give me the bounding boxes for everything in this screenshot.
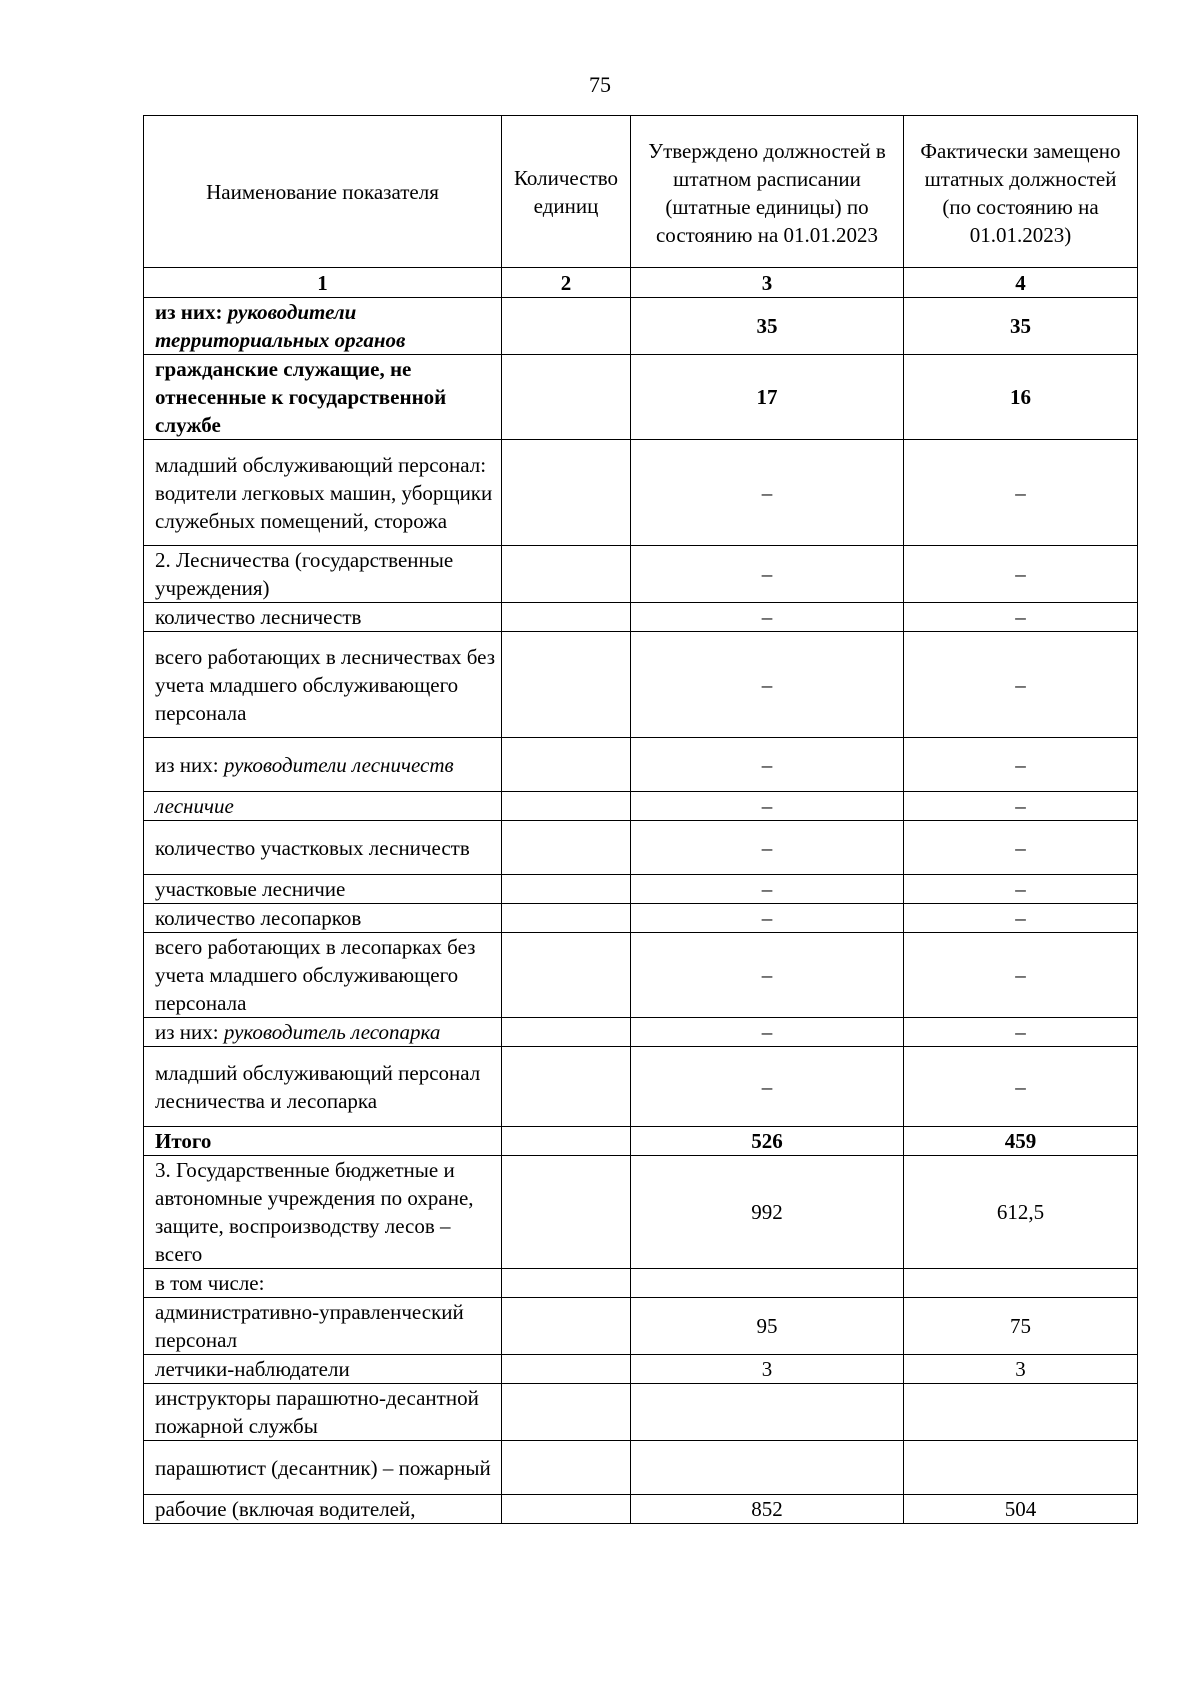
indicator-name-cell bbox=[144, 298, 502, 355]
actual-positions-cell: – bbox=[904, 738, 1138, 792]
table-row bbox=[144, 1355, 1138, 1384]
units-count-cell bbox=[502, 821, 631, 875]
header-actual-positions: Фактически замещено штатных должностей (по состоянию на 01.01.2023) bbox=[904, 116, 1138, 268]
indicator-label: в том числе: bbox=[155, 1271, 265, 1295]
actual-positions-cell: 459 bbox=[904, 1127, 1138, 1156]
indicator-name-cell bbox=[144, 1127, 502, 1156]
table-row bbox=[144, 440, 1138, 546]
indicator-label: парашютист (десантник) – пожарный bbox=[155, 1455, 491, 1480]
indicator-label-italic: лесничие bbox=[155, 794, 234, 818]
column-number: 2 bbox=[502, 268, 631, 298]
indicator-label: младший обслуживающий персонал: водители легковых машин, уборщики служебных помещений, сторожа bbox=[155, 452, 493, 533]
column-number: 4 bbox=[904, 268, 1138, 298]
units-count-cell bbox=[502, 904, 631, 933]
actual-positions-cell bbox=[904, 1441, 1138, 1495]
actual-positions-cell: 612,5 bbox=[904, 1156, 1138, 1269]
table-row bbox=[144, 792, 1138, 821]
indicator-label: всего работающих в лесопарках без учета младшего обслуживающего персонала bbox=[155, 935, 476, 1015]
header-approved-positions: Утверждено должностей в штатном расписании (штатные единицы) по состоянию на 01.01.2023 bbox=[631, 116, 904, 268]
units-count-cell bbox=[502, 1495, 631, 1524]
actual-positions-cell: – bbox=[904, 1018, 1138, 1047]
indicator-name-cell bbox=[144, 1018, 502, 1047]
units-count-cell bbox=[502, 933, 631, 1018]
units-count-cell bbox=[502, 1018, 631, 1047]
table-row bbox=[144, 1156, 1138, 1269]
actual-positions-cell: – bbox=[904, 821, 1138, 875]
table-row bbox=[144, 1495, 1138, 1524]
actual-positions-cell: – bbox=[904, 1047, 1138, 1127]
approved-positions-cell: – bbox=[631, 632, 904, 738]
table-row bbox=[144, 1384, 1138, 1441]
approved-positions-cell: 3 bbox=[631, 1355, 904, 1384]
indicator-name-cell bbox=[144, 355, 502, 440]
indicator-name-cell bbox=[144, 904, 502, 933]
units-count-cell bbox=[502, 1298, 631, 1355]
table-row bbox=[144, 904, 1138, 933]
indicator-name-cell bbox=[144, 632, 502, 738]
approved-positions-cell: – bbox=[631, 1047, 904, 1127]
indicator-name-cell bbox=[144, 933, 502, 1018]
indicator-label: административно-управленческий персонал bbox=[155, 1300, 464, 1352]
units-count-cell bbox=[502, 298, 631, 355]
indicator-label: гражданские служащие, не отнесенные к государственной службе bbox=[155, 357, 447, 437]
actual-positions-cell: – bbox=[904, 875, 1138, 904]
indicator-label-italic: руководители территориальных органов bbox=[155, 300, 406, 352]
units-count-cell bbox=[502, 632, 631, 738]
table-body bbox=[144, 298, 1138, 1524]
indicator-label: из них: bbox=[155, 1020, 224, 1044]
units-count-cell bbox=[502, 1384, 631, 1441]
actual-positions-cell: 3 bbox=[904, 1355, 1138, 1384]
table-header-row bbox=[144, 116, 1138, 268]
units-count-cell bbox=[502, 1127, 631, 1156]
indicator-name-cell bbox=[144, 1269, 502, 1298]
units-count-cell bbox=[502, 875, 631, 904]
table-row bbox=[144, 1018, 1138, 1047]
actual-positions-cell: – bbox=[904, 904, 1138, 933]
indicator-label: младший обслуживающий персонал лесничества и лесопарка bbox=[155, 1060, 481, 1113]
approved-positions-cell: – bbox=[631, 933, 904, 1018]
table-row bbox=[144, 603, 1138, 632]
approved-positions-cell bbox=[631, 1269, 904, 1298]
indicator-name-cell bbox=[144, 738, 502, 792]
table-row bbox=[144, 355, 1138, 440]
units-count-cell bbox=[502, 546, 631, 603]
units-count-cell bbox=[502, 1269, 631, 1298]
indicator-label: рабочие (включая водителей, bbox=[155, 1497, 416, 1521]
units-count-cell bbox=[502, 355, 631, 440]
table-row bbox=[144, 546, 1138, 603]
table-row bbox=[144, 821, 1138, 875]
table-row bbox=[144, 298, 1138, 355]
actual-positions-cell bbox=[904, 1269, 1138, 1298]
indicator-label-italic: руководитель лесопарка bbox=[223, 1020, 441, 1044]
actual-positions-cell: – bbox=[904, 546, 1138, 603]
table-row bbox=[144, 933, 1138, 1018]
actual-positions-cell: – bbox=[904, 603, 1138, 632]
actual-positions-cell bbox=[904, 1384, 1138, 1441]
indicator-label: из них: bbox=[155, 752, 224, 777]
indicator-label: всего работающих в лесничествах без учета младшего обслуживающего персонала bbox=[155, 644, 496, 725]
column-number: 3 bbox=[631, 268, 904, 298]
indicator-label: Итого bbox=[155, 1129, 212, 1153]
units-count-cell bbox=[502, 738, 631, 792]
table-row bbox=[144, 875, 1138, 904]
actual-positions-cell: 504 bbox=[904, 1495, 1138, 1524]
indicator-name-cell bbox=[144, 1495, 502, 1524]
approved-positions-cell: 95 bbox=[631, 1298, 904, 1355]
approved-positions-cell: 852 bbox=[631, 1495, 904, 1524]
page-number: 75 bbox=[589, 72, 611, 97]
units-count-cell bbox=[502, 792, 631, 821]
actual-positions-cell: 16 bbox=[904, 355, 1138, 440]
indicator-name-cell bbox=[144, 1441, 502, 1495]
indicator-name-cell bbox=[144, 875, 502, 904]
actual-positions-cell: 75 bbox=[904, 1298, 1138, 1355]
table-row bbox=[144, 1047, 1138, 1127]
actual-positions-cell: – bbox=[904, 440, 1138, 546]
approved-positions-cell: 17 bbox=[631, 355, 904, 440]
indicator-label-italic: руководители лесничеств bbox=[223, 752, 454, 777]
indicator-label: инструкторы парашютно-десантной пожарной службы bbox=[155, 1386, 479, 1438]
table-row bbox=[144, 1298, 1138, 1355]
indicator-name-cell bbox=[144, 603, 502, 632]
approved-positions-cell: – bbox=[631, 1018, 904, 1047]
indicator-label: летчики-наблюдатели bbox=[155, 1357, 350, 1381]
indicator-label: 3. Государственные бюджетные и автономные учреждения по охране, защите, воспроизводству лесов – всего bbox=[155, 1158, 474, 1266]
approved-positions-cell: 35 bbox=[631, 298, 904, 355]
indicator-label: участковые лесничие bbox=[155, 877, 346, 901]
approved-positions-cell: – bbox=[631, 904, 904, 933]
actual-positions-cell: – bbox=[904, 933, 1138, 1018]
indicator-name-cell bbox=[144, 1355, 502, 1384]
table-row bbox=[144, 632, 1138, 738]
table-row bbox=[144, 1127, 1138, 1156]
header-indicator-name: Наименование показателя bbox=[144, 116, 502, 268]
indicator-label: количество лесничеств bbox=[155, 605, 362, 629]
indicator-name-cell bbox=[144, 440, 502, 546]
actual-positions-cell: – bbox=[904, 632, 1138, 738]
approved-positions-cell: – bbox=[631, 440, 904, 546]
actual-positions-cell: 35 bbox=[904, 298, 1138, 355]
indicator-label: из них: bbox=[155, 300, 228, 324]
indicator-name-cell bbox=[144, 1298, 502, 1355]
approved-positions-cell: – bbox=[631, 875, 904, 904]
approved-positions-cell: – bbox=[631, 603, 904, 632]
column-number: 1 bbox=[144, 268, 502, 298]
approved-positions-cell: 992 bbox=[631, 1156, 904, 1269]
indicator-label: 2. Лесничества (государственные учреждения) bbox=[155, 548, 454, 600]
table-row bbox=[144, 1441, 1138, 1495]
indicator-label: количество участковых лесничеств bbox=[155, 835, 470, 860]
indicator-label: количество лесопарков bbox=[155, 906, 362, 930]
actual-positions-cell: – bbox=[904, 792, 1138, 821]
table-row bbox=[144, 738, 1138, 792]
indicator-name-cell bbox=[144, 1156, 502, 1269]
approved-positions-cell: – bbox=[631, 738, 904, 792]
table-row bbox=[144, 1269, 1138, 1298]
column-number-row bbox=[144, 268, 1138, 298]
header-units-count: Количество единиц bbox=[502, 116, 631, 268]
units-count-cell bbox=[502, 603, 631, 632]
units-count-cell bbox=[502, 440, 631, 546]
approved-positions-cell: – bbox=[631, 821, 904, 875]
units-count-cell bbox=[502, 1441, 631, 1495]
indicator-name-cell bbox=[144, 1384, 502, 1441]
indicator-name-cell bbox=[144, 792, 502, 821]
indicator-name-cell bbox=[144, 821, 502, 875]
units-count-cell bbox=[502, 1047, 631, 1127]
approved-positions-cell: 526 bbox=[631, 1127, 904, 1156]
units-count-cell bbox=[502, 1156, 631, 1269]
approved-positions-cell bbox=[631, 1384, 904, 1441]
indicator-name-cell bbox=[144, 1047, 502, 1127]
approved-positions-cell: – bbox=[631, 792, 904, 821]
units-count-cell bbox=[502, 1355, 631, 1384]
approved-positions-cell: – bbox=[631, 546, 904, 603]
approved-positions-cell bbox=[631, 1441, 904, 1495]
staffing-table bbox=[143, 115, 1138, 1524]
indicator-name-cell bbox=[144, 546, 502, 603]
